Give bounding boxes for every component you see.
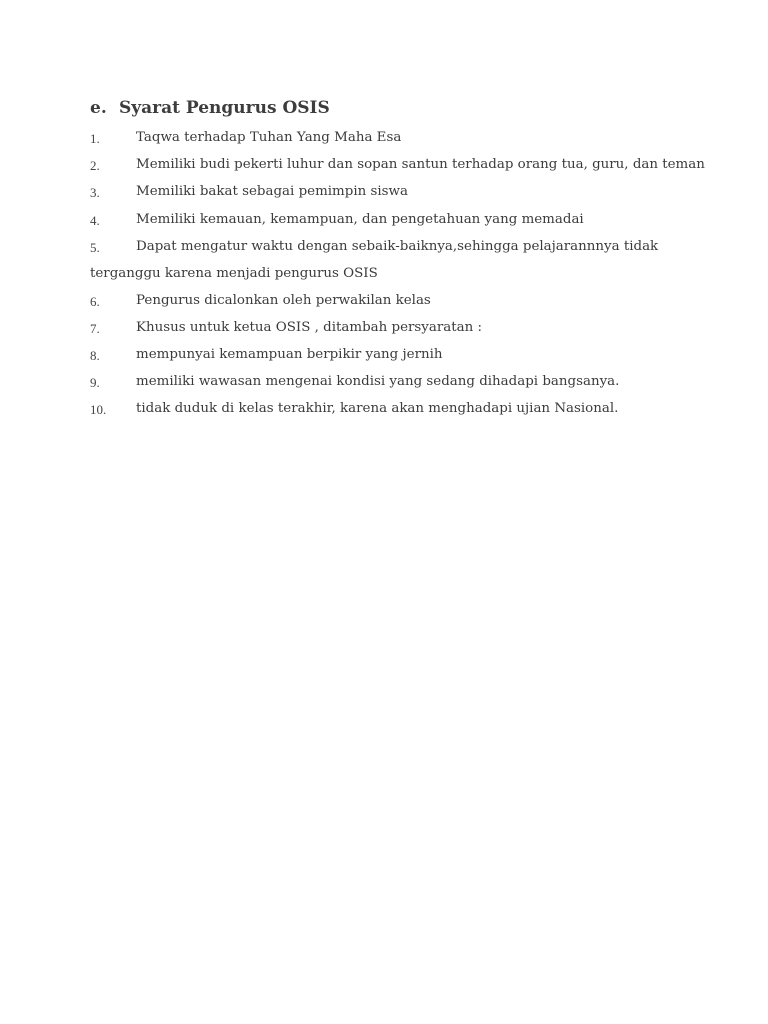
section-title: Syarat Pengurus OSIS — [119, 98, 330, 118]
list-item-number: 3. — [90, 185, 100, 200]
list-item-number: 7. — [90, 321, 100, 336]
section-letter: e. — [90, 98, 107, 118]
list-item-number: 10. — [90, 402, 107, 417]
list-item-text: Pengurus dicalonkan oleh perwakilan kelas — [136, 293, 431, 308]
list-item-number: 6. — [90, 294, 100, 309]
list-item-text: Memiliki bakat sebagai pemimpin siswa — [136, 184, 408, 199]
list-item-text: Dapat mengatur waktu dengan sebaik-baiknya,sehingga pelajarannnya tidak — [136, 239, 659, 254]
list-item-number: 5. — [90, 240, 100, 255]
list-item-number: 8. — [90, 348, 100, 363]
list-item-text: Memiliki kemauan, kemampuan, dan pengetahuan yang memadai — [136, 212, 584, 227]
list-item-text: mempunyai kemampuan berpikir yang jernih — [136, 347, 443, 362]
list-item-number: 4. — [90, 213, 100, 228]
list-item-text: Khusus untuk ketua OSIS , ditambah persyaratan : — [136, 320, 482, 335]
list-item-continuation: terganggu karena menjadi pengurus OSIS — [90, 266, 378, 281]
section-heading — [90, 98, 330, 118]
list-item-number: 2. — [90, 158, 100, 173]
list-item-text: tidak duduk di kelas terakhir, karena akan menghadapi ujian Nasional. — [136, 401, 619, 416]
list-item-text: memiliki wawasan mengenai kondisi yang sedang dihadapi bangsanya. — [136, 374, 620, 389]
list-item-number: 9. — [90, 375, 100, 390]
list-item-text: Memiliki budi pekerti luhur dan sopan santun terhadap orang tua, guru, dan teman — [136, 157, 705, 172]
list-item-number: 1. — [90, 131, 100, 146]
list-item-text: Taqwa terhadap Tuhan Yang Maha Esa — [136, 130, 402, 145]
